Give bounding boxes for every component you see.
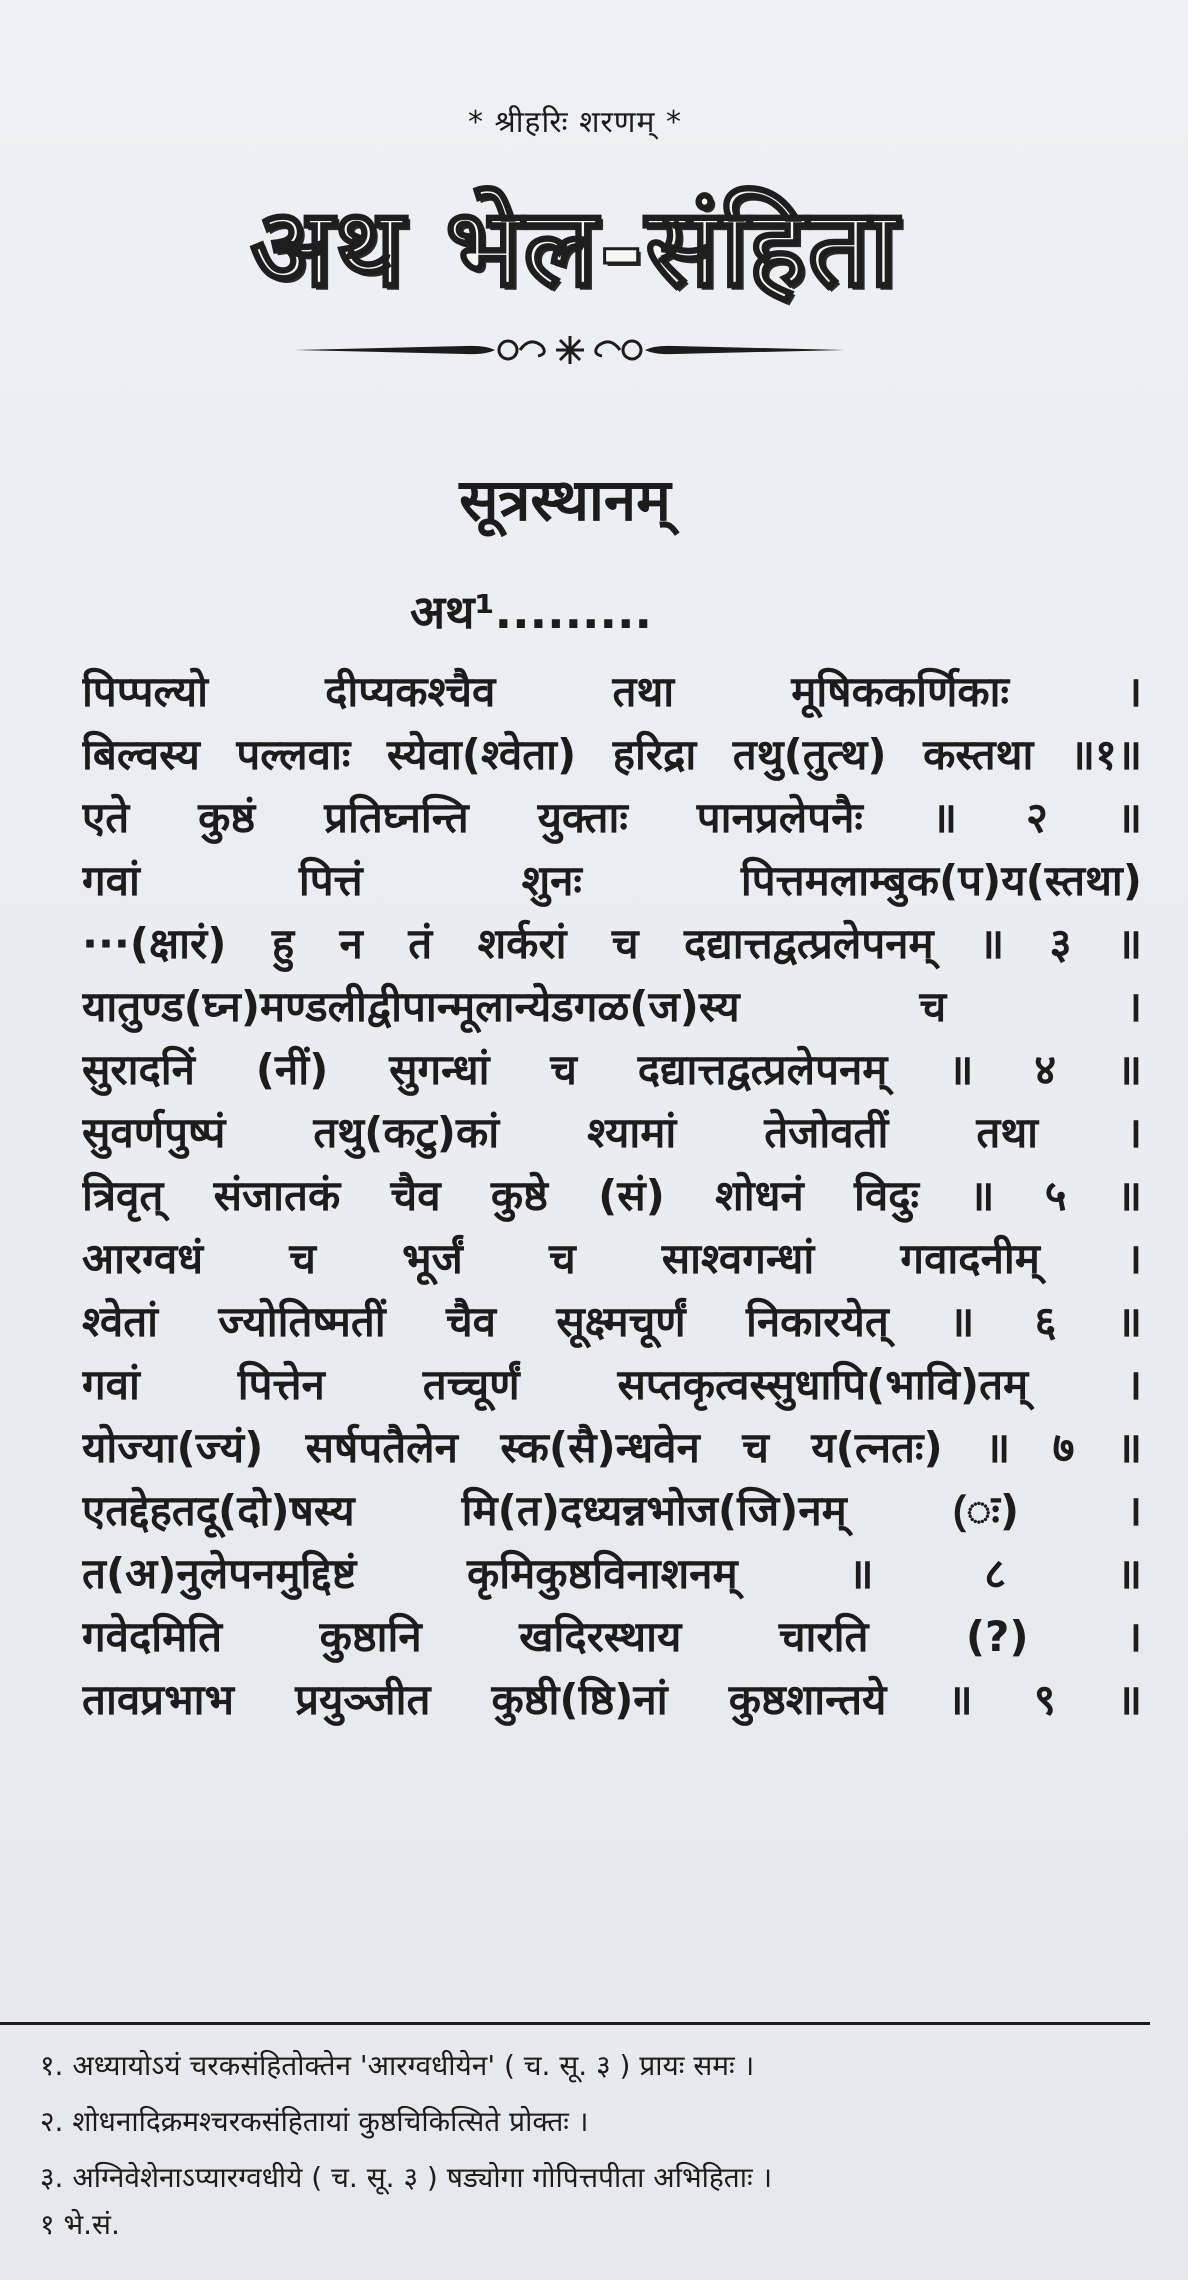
verse-line: त्रिवृत् संजातकं चैव कुष्ठे (सं) शोधनं विदुः ॥ ५ ॥ xyxy=(82,1171,1142,1220)
verse-line: एतद्देहतदू(दो)षस्य मि(त)दध्यन्नभोज(जि)नम् (ः) । xyxy=(82,1486,1142,1535)
verse-line: तावप्रभाभ प्रयुञ्जीत कुष्ठी(ष्ठि)नां कुष्ठशान्तये ॥ ९ ॥ xyxy=(82,1675,1142,1724)
page-signature: १ भे.सं. xyxy=(40,2208,120,2241)
verse-line: पिप्पल्यो दीप्यकश्चैव तथा मूषिककर्णिकाः । xyxy=(82,667,1142,716)
verse-line: सुरादनिं (नीं) सुगन्धां च दद्यात्तद्वत्प्रलेपनम् ॥ ४ ॥ xyxy=(82,1045,1142,1094)
verse-line: श्वेतां ज्योतिष्मतीं चैव सूक्ष्मचूर्णं निकारयेत् ॥ ६ ॥ xyxy=(82,1297,1142,1346)
opening-word: अथ¹......... xyxy=(410,585,652,639)
invocation-text: * श्रीहरिः शरणम् * xyxy=(468,105,682,140)
book-title: अथ भेल-संहिता xyxy=(250,185,900,311)
verse-line: गवेदमिति कुष्ठानि खदिरस्थाय चारति (?) । xyxy=(82,1612,1142,1661)
ornament-divider-icon xyxy=(290,330,850,370)
verse-line: यातुण्ड(घ्न)मण्डलीद्वीपान्मूलान्येडगळ(ज)स्य च । xyxy=(82,982,1142,1031)
footnote: १. अध्यायोऽयं चरकसंहितोक्तेन 'आरग्वधीयेन' ( च. सू. ३ ) प्रायः समः । xyxy=(40,2049,755,2082)
verse-line: गवां पित्तं शुनः पित्तमलाम्बुक(प)य(स्तथा) xyxy=(82,856,1142,905)
verse-line: सुवर्णपुष्पं तथु(कटु)कां श्यामां तेजोवतीं तथा । xyxy=(82,1108,1142,1157)
verse-block xyxy=(82,660,1142,1731)
section-title: सूत्रस्थानम् xyxy=(459,466,671,534)
verse-line: योज्या(ज्यं) सर्षपतैलेन स्क(सै)न्धवेन च य(त्नतः) ॥ ७ ॥ xyxy=(82,1423,1142,1472)
verse-line: गवां पित्तेन तच्चूर्णं सप्तकृत्वस्सुधापि(भावि)तम् । xyxy=(82,1360,1142,1409)
footnote-divider xyxy=(0,2022,1150,2025)
verse-line: आरग्वधं च भूर्जं च साश्वगन्धां गवादनीम् । xyxy=(82,1234,1142,1283)
footnote: २. शोधनादिक्रमश्चरकसंहितायां कुष्ठचिकित्सिते प्रोक्तः । xyxy=(40,2105,589,2138)
verse-line: एते कुष्ठं प्रतिघ्नन्ति युक्ताः पानप्रलेपनैः ॥ २ ॥ xyxy=(82,793,1142,842)
verse-line: बिल्वस्य पल्लवाः स्येवा(श्वेता) हरिद्रा तथु(तुत्थ) कस्तथा ॥१॥ xyxy=(82,730,1142,779)
verse-line: ···(क्षारं) हु न तं शर्करां च दद्यात्तद्वत्प्रलेपनम् ॥ ३ ॥ xyxy=(82,919,1142,968)
verse-line: त(अ)नुलेपनमुद्दिष्टं कृमिकुष्ठविनाशनम् ॥ ८ ॥ xyxy=(82,1549,1142,1598)
footnote-block xyxy=(40,2038,1120,2206)
footnote: ३. अग्निवेशेनाऽप्यारग्वधीये ( च. सू. ३ ) षड्योगा गोपित्तपीता अभिहिताः । xyxy=(40,2161,773,2194)
